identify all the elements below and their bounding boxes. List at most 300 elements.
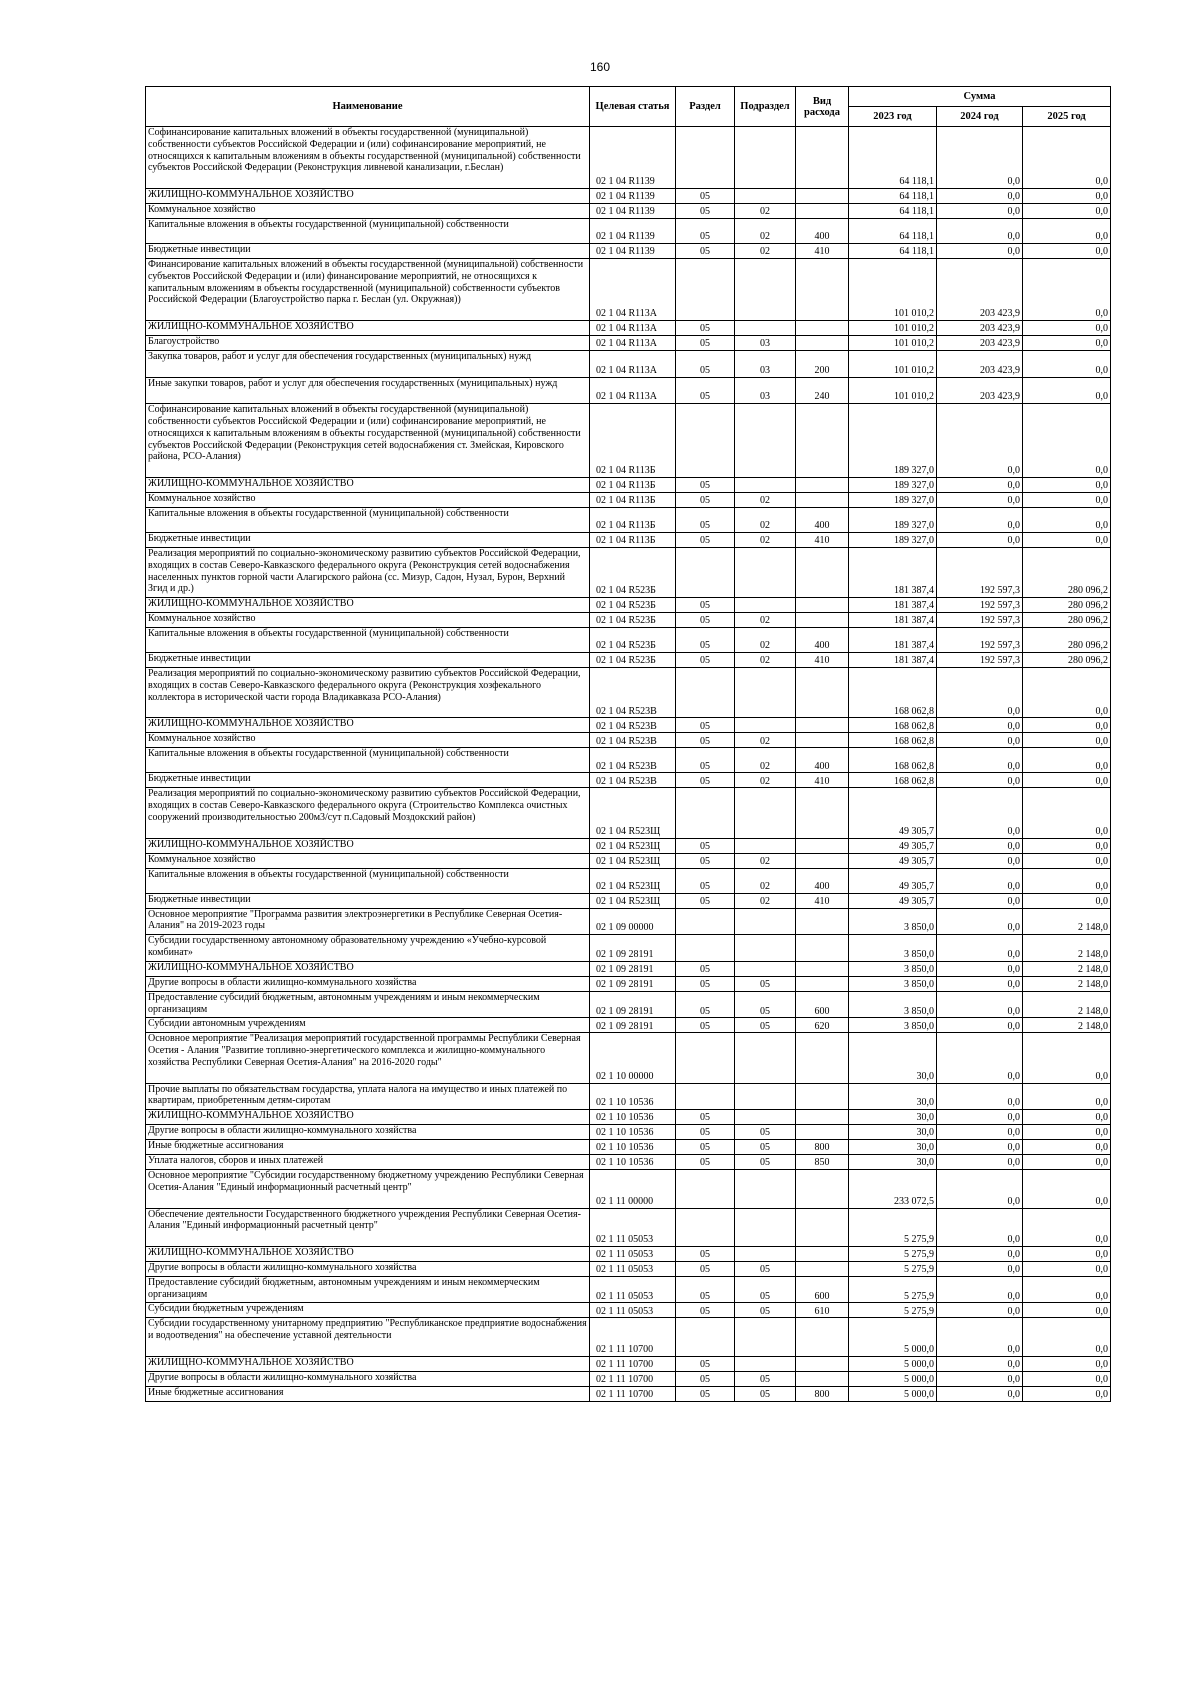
row-name: Другие вопросы в области жилищно-коммунального хозяйства	[146, 1371, 590, 1386]
row-name: Другие вопросы в области жилищно-коммунального хозяйства	[146, 976, 590, 991]
row-expense-type	[796, 547, 849, 597]
row-target-code: 02 1 09 00000	[590, 908, 676, 935]
row-expense-type: 400	[796, 868, 849, 893]
row-section: 05	[676, 492, 735, 507]
row-name: Благоустройство	[146, 336, 590, 351]
row-section	[676, 788, 735, 838]
row-name: ЖИЛИЩНО-КОММУНАЛЬНОЕ ХОЗЯЙСТВО	[146, 718, 590, 733]
row-section: 05	[676, 1018, 735, 1033]
row-target-code: 02 1 04 R113А	[590, 351, 676, 378]
row-sum-2023: 64 118,1	[849, 219, 937, 244]
header-year-2023: 2023 год	[849, 107, 937, 127]
row-target-code: 02 1 10 10536	[590, 1110, 676, 1125]
row-sum-2023: 30,0	[849, 1155, 937, 1170]
row-target-code: 02 1 11 10700	[590, 1386, 676, 1401]
row-sum-2025: 280 096,2	[1023, 628, 1111, 653]
row-name: ЖИЛИЩНО-КОММУНАЛЬНОЕ ХОЗЯЙСТВО	[146, 189, 590, 204]
header-target: Целевая статья	[590, 87, 676, 127]
row-section: 05	[676, 838, 735, 853]
row-sum-2023: 233 072,5	[849, 1170, 937, 1208]
table-row	[146, 788, 1111, 838]
row-expense-type	[796, 1318, 849, 1356]
table-row	[146, 127, 1111, 189]
row-target-code: 02 1 04 R523Б	[590, 613, 676, 628]
row-subsection: 02	[735, 613, 796, 628]
row-target-code: 02 1 11 00000	[590, 1170, 676, 1208]
row-subsection	[735, 1110, 796, 1125]
row-sum-2024: 0,0	[937, 204, 1023, 219]
row-expense-type	[796, 718, 849, 733]
row-sum-2025: 0,0	[1023, 321, 1111, 336]
table-row	[146, 219, 1111, 244]
row-name: ЖИЛИЩНО-КОММУНАЛЬНОЕ ХОЗЯЙСТВО	[146, 477, 590, 492]
row-section: 05	[676, 773, 735, 788]
row-target-code: 02 1 09 28191	[590, 961, 676, 976]
row-sum-2024: 192 597,3	[937, 653, 1023, 668]
row-section: 05	[676, 1303, 735, 1318]
table-row	[146, 259, 1111, 321]
row-target-code: 02 1 04 R523Б	[590, 653, 676, 668]
row-expense-type: 400	[796, 219, 849, 244]
row-name: Софинансирование капитальных вложений в объекты государственной (муниципальной) собственности субъектов Российской Федерации и (или) софинансирование мероприятий, не относящихся к капитальным вложениям в объекты государственной (муниципальной) собственности субъектов Российской Федерации (Реконструкция сетей водоснабжения ст. Змейская, Кировского района, РСО-Алания)	[146, 404, 590, 478]
header-sum: Сумма	[849, 87, 1111, 107]
row-section	[676, 1033, 735, 1083]
row-sum-2024: 0,0	[937, 477, 1023, 492]
row-sum-2025: 0,0	[1023, 259, 1111, 321]
row-section: 05	[676, 718, 735, 733]
row-target-code: 02 1 04 R523В	[590, 668, 676, 718]
row-sum-2025: 0,0	[1023, 204, 1111, 219]
row-target-code: 02 1 10 10536	[590, 1155, 676, 1170]
row-sum-2025: 0,0	[1023, 1371, 1111, 1386]
table-row	[146, 1018, 1111, 1033]
row-expense-type	[796, 189, 849, 204]
row-subsection: 03	[735, 336, 796, 351]
row-expense-type	[796, 788, 849, 838]
row-name: ЖИЛИЩНО-КОММУНАЛЬНОЕ ХОЗЯЙСТВО	[146, 1356, 590, 1371]
row-expense-type	[796, 1356, 849, 1371]
row-expense-type	[796, 1170, 849, 1208]
row-sum-2025: 2 148,0	[1023, 935, 1111, 962]
header-year-2024: 2024 год	[937, 107, 1023, 127]
row-sum-2025: 0,0	[1023, 219, 1111, 244]
row-expense-type	[796, 935, 849, 962]
table-body	[146, 127, 1111, 1402]
row-expense-type	[796, 1208, 849, 1246]
row-name: Реализация мероприятий по социально-экономическому развитию субъектов Российской Федерации, входящих в состав Северо-Кавказского федерального округа (Реконструкция сетей водоснабжения населенных пунктов горной части Алагирского района (сс. Мизур, Садон, Нузал, Бурон, Верхний Згид и др.)	[146, 547, 590, 597]
row-section: 05	[676, 1371, 735, 1386]
row-section	[676, 404, 735, 478]
row-sum-2024: 0,0	[937, 733, 1023, 748]
row-expense-type: 410	[796, 244, 849, 259]
row-subsection: 05	[735, 1140, 796, 1155]
table-row	[146, 1246, 1111, 1261]
row-sum-2024: 192 597,3	[937, 628, 1023, 653]
row-target-code: 02 1 04 R113Б	[590, 404, 676, 478]
row-sum-2024: 0,0	[937, 219, 1023, 244]
row-subsection: 02	[735, 868, 796, 893]
row-sum-2023: 64 118,1	[849, 127, 937, 189]
row-sum-2025: 0,0	[1023, 1386, 1111, 1401]
row-sum-2023: 181 387,4	[849, 628, 937, 653]
row-sum-2023: 181 387,4	[849, 598, 937, 613]
row-target-code: 02 1 04 R523В	[590, 773, 676, 788]
row-subsection: 02	[735, 748, 796, 773]
row-name: Иные бюджетные ассигнования	[146, 1386, 590, 1401]
table-row	[146, 1371, 1111, 1386]
row-target-code: 02 1 04 R523Б	[590, 598, 676, 613]
row-subsection	[735, 1318, 796, 1356]
row-expense-type	[796, 1110, 849, 1125]
row-sum-2024: 0,0	[937, 1033, 1023, 1083]
row-name: Капитальные вложения в объекты государственной (муниципальной) собственности	[146, 507, 590, 532]
table-row	[146, 893, 1111, 908]
row-subsection	[735, 598, 796, 613]
row-sum-2025: 0,0	[1023, 1246, 1111, 1261]
table-row	[146, 613, 1111, 628]
table-row	[146, 628, 1111, 653]
row-section: 05	[676, 477, 735, 492]
row-target-code: 02 1 04 R523Б	[590, 547, 676, 597]
row-sum-2024: 0,0	[937, 991, 1023, 1018]
row-expense-type	[796, 127, 849, 189]
row-section: 05	[676, 853, 735, 868]
row-sum-2024: 0,0	[937, 961, 1023, 976]
table-row	[146, 1110, 1111, 1125]
row-target-code: 02 1 04 R113А	[590, 377, 676, 404]
row-name: Субсидии автономным учреждениям	[146, 1018, 590, 1033]
row-sum-2023: 3 850,0	[849, 935, 937, 962]
row-name: Бюджетные инвестиции	[146, 893, 590, 908]
row-name: Коммунальное хозяйство	[146, 853, 590, 868]
row-sum-2023: 30,0	[849, 1083, 937, 1110]
row-expense-type	[796, 1033, 849, 1083]
row-sum-2025: 0,0	[1023, 1125, 1111, 1140]
row-section: 05	[676, 351, 735, 378]
table-row	[146, 1125, 1111, 1140]
row-section: 05	[676, 628, 735, 653]
row-target-code: 02 1 04 R523В	[590, 733, 676, 748]
row-sum-2023: 5 275,9	[849, 1246, 937, 1261]
row-expense-type: 400	[796, 748, 849, 773]
row-sum-2024: 203 423,9	[937, 336, 1023, 351]
row-name: Уплата налогов, сборов и иных платежей	[146, 1155, 590, 1170]
row-name: Бюджетные инвестиции	[146, 773, 590, 788]
row-sum-2024: 0,0	[937, 127, 1023, 189]
row-sum-2023: 189 327,0	[849, 404, 937, 478]
row-sum-2025: 2 148,0	[1023, 961, 1111, 976]
row-sum-2025: 280 096,2	[1023, 613, 1111, 628]
row-expense-type	[796, 477, 849, 492]
table-row	[146, 653, 1111, 668]
table-row	[146, 1303, 1111, 1318]
row-section: 05	[676, 1155, 735, 1170]
table-row	[146, 718, 1111, 733]
row-sum-2025: 0,0	[1023, 1155, 1111, 1170]
table-row	[146, 991, 1111, 1018]
row-name: Предоставление субсидий бюджетным, автономным учреждениям и иным некоммерческим организациям	[146, 1276, 590, 1303]
row-sum-2025: 0,0	[1023, 1208, 1111, 1246]
row-sum-2024: 0,0	[937, 492, 1023, 507]
row-subsection: 02	[735, 204, 796, 219]
row-section: 05	[676, 868, 735, 893]
table-row	[146, 853, 1111, 868]
row-sum-2023: 168 062,8	[849, 718, 937, 733]
row-sum-2023: 168 062,8	[849, 733, 937, 748]
row-subsection	[735, 935, 796, 962]
row-section: 05	[676, 1110, 735, 1125]
row-target-code: 02 1 04 R113А	[590, 321, 676, 336]
row-expense-type	[796, 404, 849, 478]
row-sum-2023: 189 327,0	[849, 507, 937, 532]
row-subsection	[735, 1083, 796, 1110]
row-subsection: 02	[735, 893, 796, 908]
row-sum-2025: 0,0	[1023, 477, 1111, 492]
row-sum-2025: 0,0	[1023, 1083, 1111, 1110]
row-sum-2023: 5 275,9	[849, 1303, 937, 1318]
row-name: ЖИЛИЩНО-КОММУНАЛЬНОЕ ХОЗЯЙСТВО	[146, 598, 590, 613]
table-row	[146, 1386, 1111, 1401]
row-sum-2023: 64 118,1	[849, 244, 937, 259]
row-subsection	[735, 1246, 796, 1261]
row-expense-type: 800	[796, 1386, 849, 1401]
row-target-code: 02 1 09 28191	[590, 935, 676, 962]
row-sum-2025: 0,0	[1023, 189, 1111, 204]
row-sum-2024: 0,0	[937, 404, 1023, 478]
row-sum-2024: 0,0	[937, 1318, 1023, 1356]
table-row	[146, 1318, 1111, 1356]
row-sum-2023: 30,0	[849, 1033, 937, 1083]
row-subsection	[735, 961, 796, 976]
row-section: 05	[676, 321, 735, 336]
row-sum-2023: 30,0	[849, 1125, 937, 1140]
row-subsection: 02	[735, 653, 796, 668]
row-subsection	[735, 1356, 796, 1371]
row-sum-2025: 0,0	[1023, 377, 1111, 404]
row-section: 05	[676, 961, 735, 976]
row-sum-2024: 0,0	[937, 1276, 1023, 1303]
row-target-code: 02 1 10 00000	[590, 1033, 676, 1083]
row-subsection	[735, 259, 796, 321]
row-name: Субсидии государственному унитарному предприятию "Республиканское предприятие водоснабжения и водоотведения" на обеспечение уставной деятельности	[146, 1318, 590, 1356]
row-target-code: 02 1 10 10536	[590, 1140, 676, 1155]
row-sum-2025: 280 096,2	[1023, 547, 1111, 597]
row-name: Предоставление субсидий бюджетным, автономным учреждениям и иным некоммерческим организациям	[146, 991, 590, 1018]
row-target-code: 02 1 04 R523Б	[590, 628, 676, 653]
row-section	[676, 935, 735, 962]
row-target-code: 02 1 04 R1139	[590, 244, 676, 259]
row-name: Капитальные вложения в объекты государственной (муниципальной) собственности	[146, 628, 590, 653]
row-name: Основное мероприятие "Реализация мероприятий государственной программы Республики Северная Осетия - Алания "Развитие топливно-энергетического комплекса и жилищно-коммунального хозяйства Республики Северная Осетия-Алания" на 2016-2020 годы"	[146, 1033, 590, 1083]
row-subsection	[735, 908, 796, 935]
row-subsection	[735, 1170, 796, 1208]
row-subsection: 02	[735, 244, 796, 259]
row-section: 05	[676, 733, 735, 748]
row-expense-type	[796, 1125, 849, 1140]
table-row	[146, 244, 1111, 259]
row-subsection: 02	[735, 492, 796, 507]
row-name: Основное мероприятие "Программа развития электроэнергетики в Республике Северная Осетия-Алания" на 2019-2023 годы	[146, 908, 590, 935]
row-name: Финансирование капитальных вложений в объекты государственной (муниципальной) собственности субъектов Российской Федерации и (или) финансирование мероприятий, не относящихся к капитальным вложениям в объекты государственной (муниципальной) собственности субъектов Российской Федерации (Благоустройство парка г. Беслан (ул. Окружная))	[146, 259, 590, 321]
table-row	[146, 773, 1111, 788]
row-target-code: 02 1 04 R523Щ	[590, 868, 676, 893]
row-expense-type	[796, 853, 849, 868]
row-name: Коммунальное хозяйство	[146, 613, 590, 628]
row-sum-2024: 0,0	[937, 1083, 1023, 1110]
row-sum-2025: 0,0	[1023, 1356, 1111, 1371]
row-target-code: 02 1 10 10536	[590, 1083, 676, 1110]
row-sum-2023: 101 010,2	[849, 259, 937, 321]
row-name: Коммунальное хозяйство	[146, 492, 590, 507]
row-target-code: 02 1 04 R113Б	[590, 492, 676, 507]
row-expense-type: 410	[796, 773, 849, 788]
row-sum-2024: 0,0	[937, 1371, 1023, 1386]
row-subsection: 02	[735, 853, 796, 868]
row-name: ЖИЛИЩНО-КОММУНАЛЬНОЕ ХОЗЯЙСТВО	[146, 1110, 590, 1125]
row-sum-2025: 0,0	[1023, 668, 1111, 718]
row-sum-2023: 101 010,2	[849, 321, 937, 336]
table-row	[146, 1155, 1111, 1170]
row-section: 05	[676, 991, 735, 1018]
row-section	[676, 259, 735, 321]
table-row	[146, 377, 1111, 404]
row-target-code: 02 1 04 R1139	[590, 189, 676, 204]
row-section	[676, 1318, 735, 1356]
row-section: 05	[676, 976, 735, 991]
row-sum-2025: 0,0	[1023, 244, 1111, 259]
row-section: 05	[676, 598, 735, 613]
row-expense-type: 800	[796, 1140, 849, 1155]
table-row	[146, 321, 1111, 336]
row-section: 05	[676, 189, 735, 204]
row-sum-2024: 0,0	[937, 1303, 1023, 1318]
row-sum-2025: 0,0	[1023, 748, 1111, 773]
row-sum-2025: 0,0	[1023, 1261, 1111, 1276]
row-sum-2023: 3 850,0	[849, 991, 937, 1018]
row-subsection	[735, 1208, 796, 1246]
budget-table	[145, 86, 1111, 1402]
row-subsection	[735, 189, 796, 204]
row-sum-2023: 101 010,2	[849, 351, 937, 378]
row-subsection	[735, 668, 796, 718]
row-subsection: 05	[735, 1018, 796, 1033]
row-sum-2024: 0,0	[937, 189, 1023, 204]
row-subsection: 05	[735, 1371, 796, 1386]
row-sum-2025: 0,0	[1023, 351, 1111, 378]
row-subsection	[735, 477, 796, 492]
row-sum-2023: 49 305,7	[849, 893, 937, 908]
row-expense-type: 400	[796, 628, 849, 653]
row-expense-type	[796, 336, 849, 351]
table-row	[146, 748, 1111, 773]
row-target-code: 02 1 11 10700	[590, 1318, 676, 1356]
row-sum-2023: 49 305,7	[849, 838, 937, 853]
row-sum-2024: 203 423,9	[937, 321, 1023, 336]
table-row	[146, 838, 1111, 853]
row-sum-2025: 2 148,0	[1023, 1018, 1111, 1033]
row-subsection	[735, 788, 796, 838]
row-sum-2025: 0,0	[1023, 1170, 1111, 1208]
row-sum-2023: 181 387,4	[849, 653, 937, 668]
row-section: 05	[676, 219, 735, 244]
row-sum-2025: 0,0	[1023, 788, 1111, 838]
row-sum-2025: 0,0	[1023, 838, 1111, 853]
table-row	[146, 492, 1111, 507]
row-expense-type: 600	[796, 991, 849, 1018]
row-sum-2023: 189 327,0	[849, 477, 937, 492]
row-sum-2023: 189 327,0	[849, 492, 937, 507]
row-sum-2024: 0,0	[937, 1246, 1023, 1261]
table-row	[146, 668, 1111, 718]
row-subsection: 03	[735, 351, 796, 378]
row-expense-type	[796, 961, 849, 976]
row-section: 05	[676, 748, 735, 773]
row-subsection: 05	[735, 976, 796, 991]
row-sum-2025: 0,0	[1023, 893, 1111, 908]
row-sum-2025: 0,0	[1023, 1276, 1111, 1303]
row-subsection: 02	[735, 773, 796, 788]
row-name: Обеспечение деятельности Государственного бюджетного учреждения Республики Северная Осетия-Алания "Единый информационный расчетный центр"	[146, 1208, 590, 1246]
row-sum-2025: 0,0	[1023, 127, 1111, 189]
row-sum-2025: 0,0	[1023, 532, 1111, 547]
row-expense-type	[796, 613, 849, 628]
row-sum-2023: 168 062,8	[849, 668, 937, 718]
row-subsection	[735, 1033, 796, 1083]
row-section	[676, 668, 735, 718]
row-sum-2024: 0,0	[937, 1155, 1023, 1170]
row-target-code: 02 1 04 R1139	[590, 127, 676, 189]
row-sum-2024: 0,0	[937, 718, 1023, 733]
row-name: Другие вопросы в области жилищно-коммунального хозяйства	[146, 1261, 590, 1276]
row-subsection: 05	[735, 1125, 796, 1140]
row-section: 05	[676, 377, 735, 404]
row-section	[676, 908, 735, 935]
row-sum-2025: 0,0	[1023, 718, 1111, 733]
row-sum-2024: 0,0	[937, 853, 1023, 868]
row-target-code: 02 1 11 10700	[590, 1371, 676, 1386]
row-sum-2025: 0,0	[1023, 733, 1111, 748]
table-row	[146, 532, 1111, 547]
row-sum-2023: 49 305,7	[849, 868, 937, 893]
row-expense-type	[796, 1261, 849, 1276]
row-target-code: 02 1 11 10700	[590, 1356, 676, 1371]
row-expense-type	[796, 733, 849, 748]
row-sum-2025: 280 096,2	[1023, 653, 1111, 668]
row-target-code: 02 1 04 R113Б	[590, 507, 676, 532]
row-sum-2024: 0,0	[937, 1261, 1023, 1276]
row-expense-type	[796, 321, 849, 336]
row-sum-2024: 0,0	[937, 748, 1023, 773]
row-sum-2024: 0,0	[937, 1170, 1023, 1208]
row-name: Другие вопросы в области жилищно-коммунального хозяйства	[146, 1125, 590, 1140]
row-sum-2023: 3 850,0	[849, 976, 937, 991]
row-name: Бюджетные инвестиции	[146, 244, 590, 259]
row-name: Субсидии государственному автономному образовательному учреждению «Учебно-курсовой комбинат»	[146, 935, 590, 962]
row-subsection: 03	[735, 377, 796, 404]
row-subsection: 05	[735, 1303, 796, 1318]
row-section	[676, 127, 735, 189]
row-target-code: 02 1 09 28191	[590, 976, 676, 991]
row-sum-2024: 0,0	[937, 838, 1023, 853]
row-sum-2024: 192 597,3	[937, 613, 1023, 628]
row-sum-2025: 2 148,0	[1023, 991, 1111, 1018]
table-row	[146, 404, 1111, 478]
row-section: 05	[676, 507, 735, 532]
table-row	[146, 477, 1111, 492]
table-row	[146, 868, 1111, 893]
row-sum-2024: 0,0	[937, 507, 1023, 532]
row-expense-type: 850	[796, 1155, 849, 1170]
